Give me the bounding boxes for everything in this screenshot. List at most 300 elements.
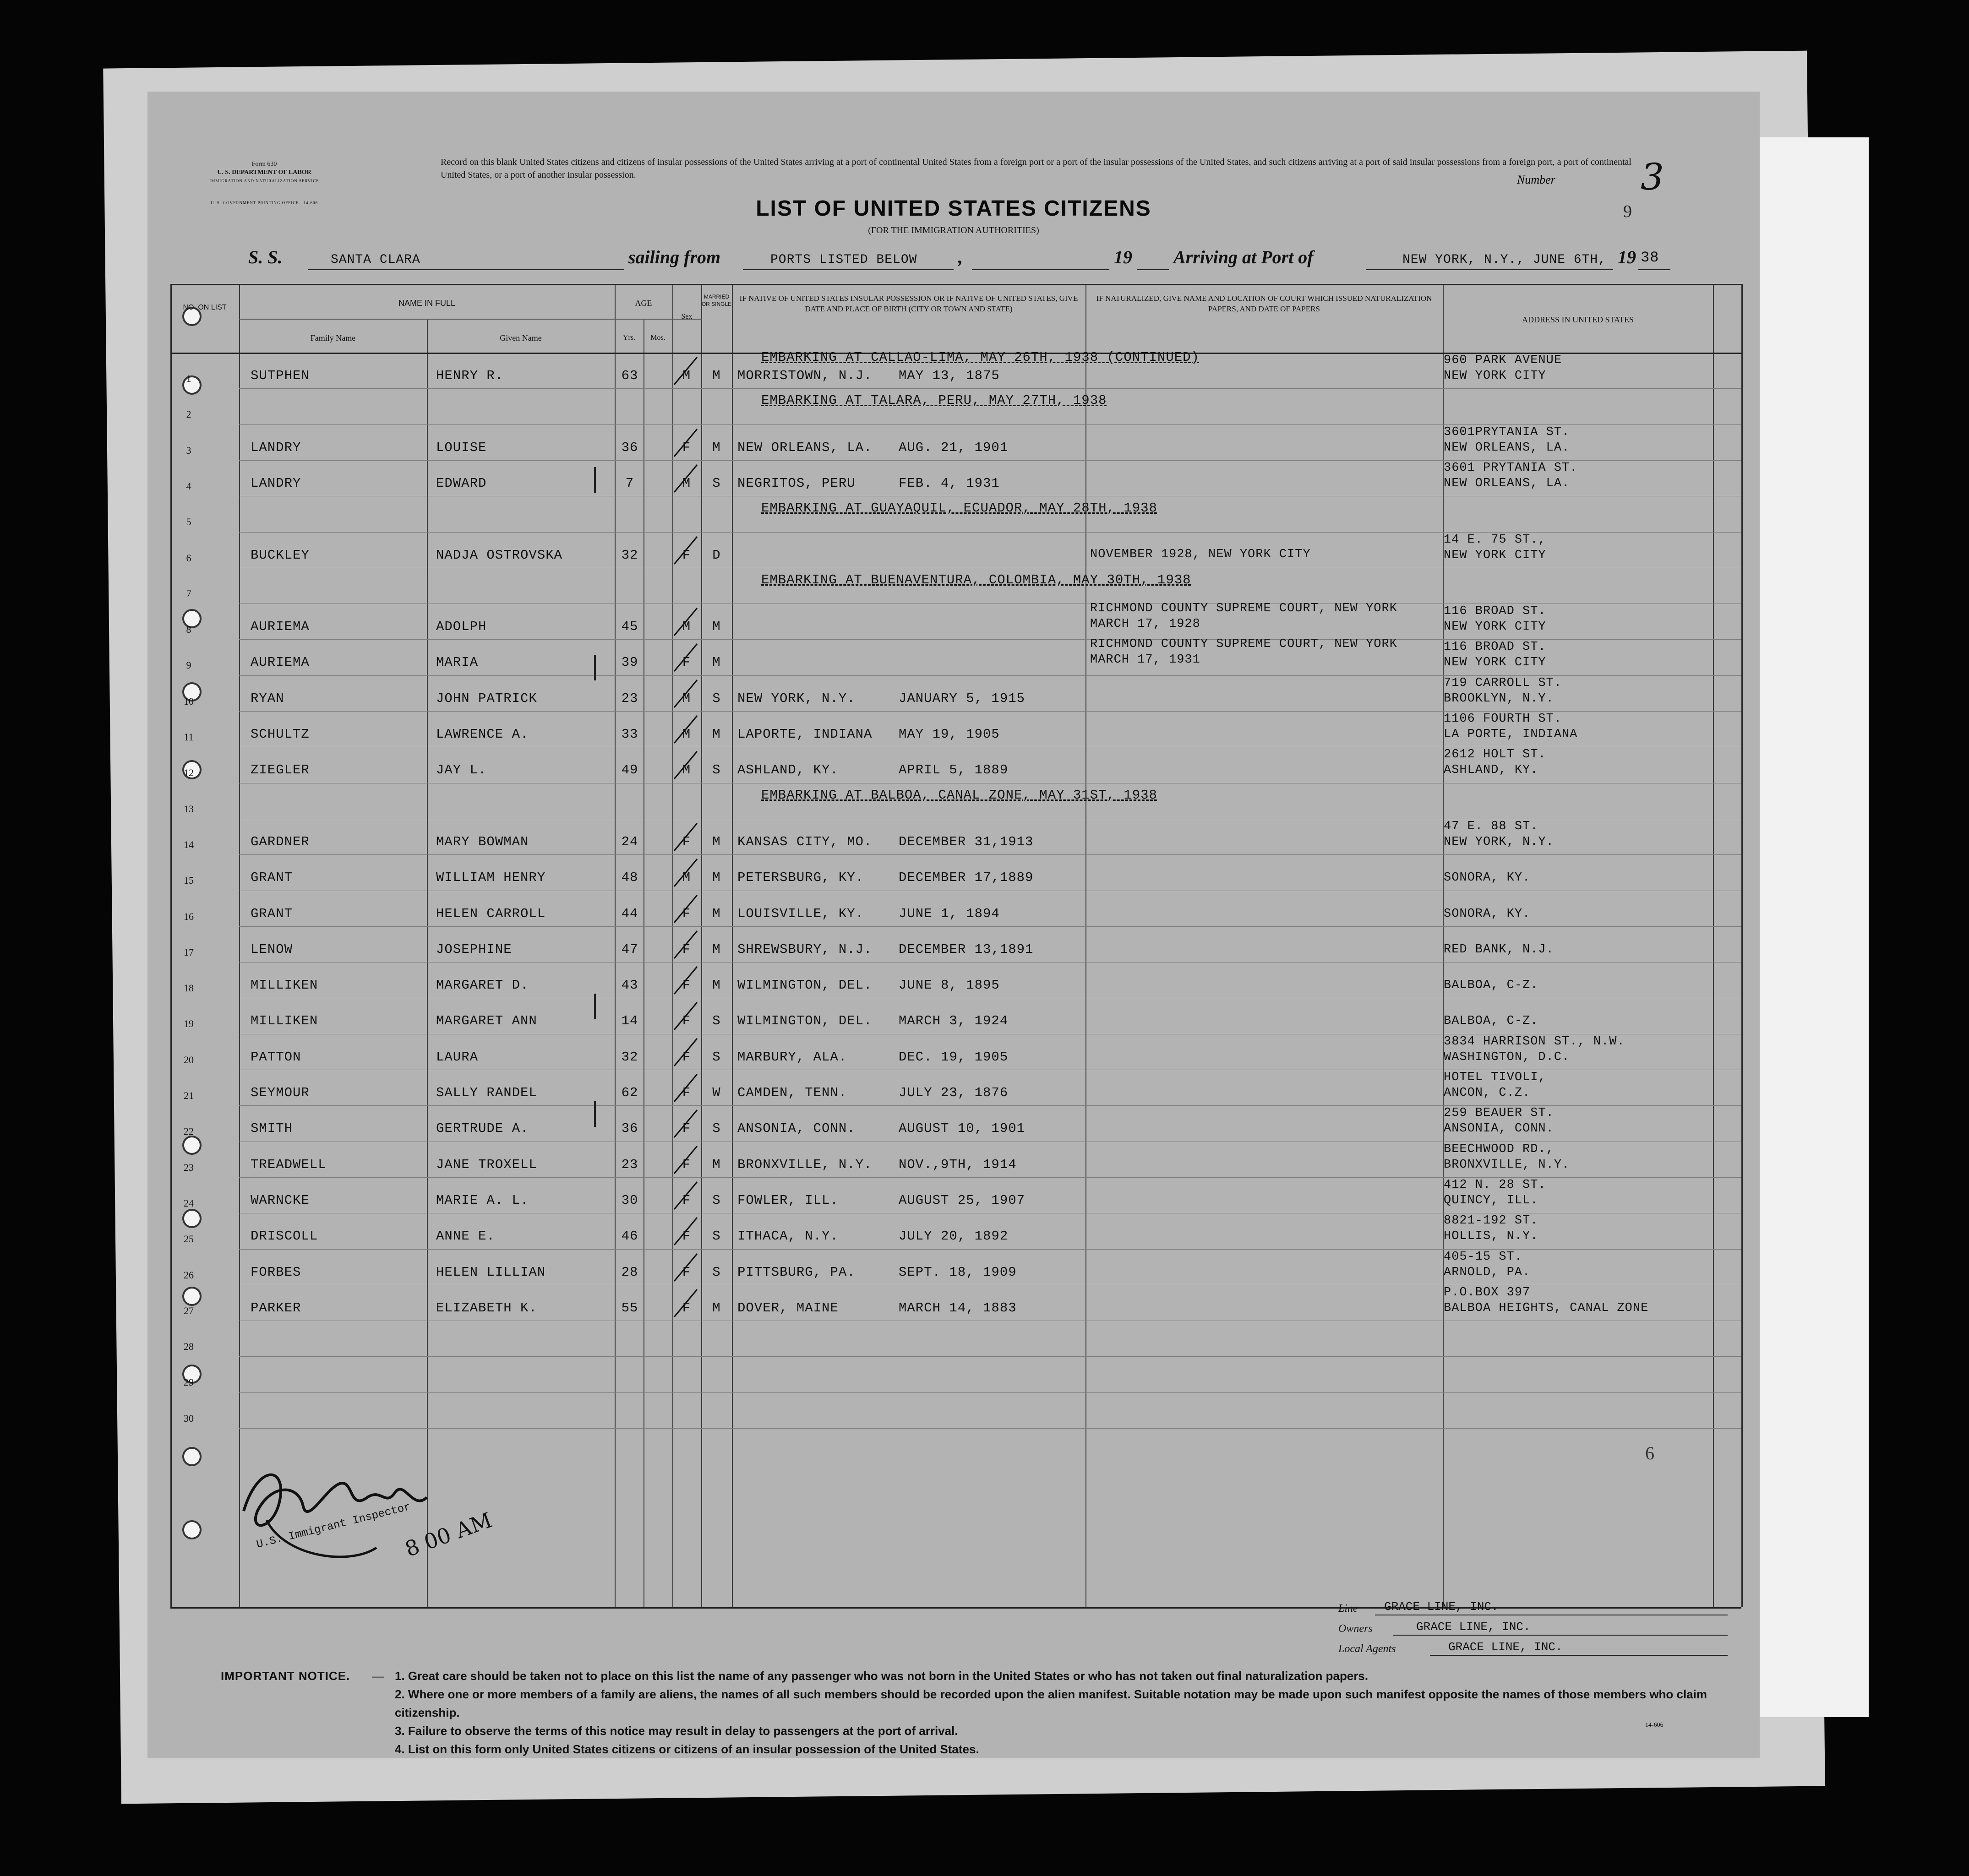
address-line-2: NEW YORK CITY [1444, 548, 1546, 562]
given-name: HENRY R. [436, 368, 504, 383]
address-line-2: ASHLAND, KY. [1444, 763, 1538, 778]
address-line-2: RED BANK, N.J. [1444, 942, 1554, 957]
address-line-2: LA PORTE, INDIANA [1444, 728, 1578, 741]
given-name: JOSEPHINE [436, 941, 512, 957]
naturalization-court: RICHMOND COUNTY SUPREME COURT, NEW YORK [1090, 602, 1397, 616]
page-mark: 6 [1645, 1443, 1654, 1463]
check-slash-mark [670, 426, 702, 458]
check-slash-mark [670, 1143, 702, 1175]
given-name: JOHN PATRICK [436, 691, 537, 706]
owners-label: Owners [1338, 1623, 1373, 1635]
arriving-port: NEW YORK, N.Y., JUNE 6TH, [1402, 253, 1607, 267]
sex: F [682, 547, 691, 563]
header-sex: Sex [681, 313, 693, 321]
age-years: 48 [621, 870, 638, 886]
birthplace: NEW YORK, N.Y. [737, 691, 856, 706]
printing-office: U. S. GOVERNMENT PRINTING OFFICE [210, 201, 299, 205]
arriving-year-prefix: 19 [1618, 247, 1636, 267]
family-name: SCHULTZ [251, 727, 310, 742]
birthplace: ITHACA, N.Y. [737, 1229, 839, 1244]
given-name: ADOLPH [436, 619, 487, 635]
birthdate: MAY 19, 1905 [899, 727, 1000, 742]
row-number: 17 [184, 946, 194, 958]
row-number: 14 [184, 838, 194, 850]
check-slash-mark [670, 605, 702, 637]
given-name: MARIE A. L. [436, 1192, 529, 1208]
row-number: 10 [184, 695, 194, 707]
check-slash-mark [670, 713, 702, 745]
birthplace: SHREWSBURY, N.J. [737, 941, 873, 957]
marital-status: M [712, 655, 721, 670]
check-slash-mark [670, 534, 702, 566]
row-number: 22 [184, 1126, 194, 1137]
marital-status: M [712, 1157, 721, 1172]
family-name: GRANT [251, 870, 293, 886]
birthplace: MARBURY, ALA. [737, 1049, 847, 1065]
important-notice: IMPORTANT NOTICE. — 1. Great care should be taken not to place on this list the name of any passenger who was not born in the United States or who has not taken out final naturalization papers. 2. Where one or more members of a family are aliens, the names of all such members should be recorded upon the alien manifest. Suitable notation may be made upon such manifest opposite the names of those members who claim citizenship. 3. Failure to observe the terms of this notice may result in delay to passengers at the port of arrival. 4. List on this form only United States citizens or citizens of an insular possession of the United States. [221, 1667, 1709, 1758]
owners-value: GRACE LINE, INC. [1416, 1620, 1531, 1634]
birthplace: KANSAS CITY, MO. [737, 834, 873, 849]
marital-status: S [712, 1121, 721, 1136]
header-name-in-full: NAME IN FULL [398, 299, 456, 308]
birthdate: APRIL 5, 1889 [899, 762, 1009, 778]
given-name: ANNE E. [436, 1229, 495, 1244]
local-agents-value: GRACE LINE, INC. [1448, 1640, 1563, 1654]
given-name: LAURA [436, 1049, 479, 1065]
row-number: 12 [184, 767, 194, 779]
row-number: 13 [184, 803, 194, 815]
birthdate: JULY 20, 1892 [899, 1229, 1009, 1244]
header-naturalized: IF NATURALIZED, GIVE NAME AND LOCATION OF COURT WHICH ISSUED NATURALIZATION PAPERS, AND DATE OF PAPERS [1096, 294, 1432, 313]
marital-status: S [712, 475, 721, 491]
sex: F [682, 1264, 691, 1280]
birthplace: LAPORTE, INDIANA [737, 727, 873, 742]
family-name: ZIEGLER [251, 762, 310, 778]
birthplace: WILMINGTON, DEL. [737, 978, 873, 993]
age-years: 23 [621, 691, 638, 706]
header-yrs: Yrs. [622, 334, 636, 342]
address-line-2: ARNOLD, PA. [1444, 1265, 1531, 1279]
family-name: FORBES [251, 1264, 301, 1280]
family-name: SUTPHEN [251, 368, 310, 383]
check-slash-mark [670, 354, 702, 386]
sex: F [682, 1229, 691, 1244]
given-name: EDWARD [436, 475, 487, 491]
address-line-2: BALBOA HEIGHTS, CANAL ZONE [1444, 1301, 1649, 1315]
family-name: MILLIKEN [251, 978, 318, 993]
age-years: 39 [621, 655, 638, 670]
age-years: 30 [621, 1192, 638, 1208]
given-name: LOUISE [436, 440, 487, 455]
line-label: Line [1338, 1603, 1358, 1615]
row-number: 3 [186, 444, 191, 456]
age-years: 49 [621, 762, 638, 778]
marital-status: S [712, 1049, 721, 1065]
row-number: 16 [184, 910, 194, 922]
sailing-from: PORTS LISTED BELOW [770, 253, 917, 267]
check-slash-mark [670, 1287, 702, 1319]
header-native: IF NATIVE OF UNITED STATES INSULAR POSSESSION OR IF NATIVE OF UNITED STATES, GIVE DATE AND PLACE OF BIRTH (CITY OR TOWN AND STATE) [739, 294, 1078, 313]
address-line-2: BALBOA, C-Z. [1444, 979, 1538, 993]
header-family-name: Family Name [310, 333, 356, 343]
ship-name: SANTA CLARA [331, 253, 420, 267]
age-years: 7 [625, 475, 634, 491]
birthdate: DECEMBER 31,1913 [899, 834, 1034, 849]
pencil-mark [594, 655, 596, 680]
header-mos: Mos. [650, 334, 665, 342]
address-line-1: P.O.BOX 397 [1444, 1285, 1531, 1300]
address-line-2: QUINCY, ILL. [1444, 1193, 1538, 1207]
age-years: 46 [621, 1229, 638, 1244]
age-years: 43 [621, 978, 638, 993]
row-number: 26 [184, 1269, 194, 1281]
address-line-1: 8821-192 ST. [1444, 1214, 1538, 1228]
birthdate: FEB. 4, 1931 [899, 475, 1000, 491]
sex: F [682, 1121, 691, 1136]
header-given-name: Given Name [500, 333, 542, 343]
embarkation-note: EMBARKING AT GUAYAQUIL, ECUADOR, MAY 28TH, 1938 [761, 500, 1157, 516]
notice-item-3: 3. Failure to observe the terms of this notice may result in delay to passengers at the port of arrival. [395, 1724, 958, 1738]
marital-status: M [712, 870, 721, 886]
corner-number: 9 [1623, 202, 1632, 221]
given-name: WILLIAM HENRY [436, 870, 546, 886]
check-slash-mark [670, 1071, 702, 1104]
marital-status: M [712, 727, 721, 742]
sex: F [682, 1300, 691, 1316]
marital-status: S [712, 1013, 721, 1029]
age-years: 24 [621, 834, 638, 849]
local-agents-label: Local Agents [1338, 1643, 1396, 1655]
instructions-text: Record on this blank United States citizens and citizens of insular possessions of the United States arriving at a port of continental United States from a foreign port or a port of the insular possessions of the United States, and such citizens arriving at a port of said insular possessions from a foreign port, a port of continental United States, or a port of another insular possession. [441, 157, 1631, 180]
header-age: AGE [635, 299, 652, 308]
birthdate: MARCH 3, 1924 [899, 1013, 1009, 1029]
check-slash-mark [670, 928, 702, 960]
check-slash-mark [670, 749, 702, 781]
address-line-1: 116 BROAD ST. [1444, 604, 1546, 619]
birthplace: PETERSBURG, KY. [737, 870, 864, 886]
sex: M [682, 691, 691, 706]
check-slash-mark [670, 1036, 702, 1068]
sex: M [682, 870, 691, 886]
header-married-single: MARRIED OR SINGLE [701, 294, 732, 307]
age-years: 33 [621, 727, 638, 742]
naturalization-court: RICHMOND COUNTY SUPREME COURT, NEW YORK [1090, 637, 1397, 652]
address-line-2: NEW ORLEANS, LA. [1444, 476, 1570, 490]
sex: M [682, 368, 691, 383]
row-number: 20 [184, 1054, 194, 1066]
given-name: LAWRENCE A. [436, 727, 529, 742]
page-subtitle: (FOR THE IMMIGRATION AUTHORITIES) [868, 225, 1039, 235]
marital-status: M [712, 1300, 721, 1316]
form-number: Form 630 [251, 161, 277, 168]
naturalization-court: NOVEMBER 1928, NEW YORK CITY [1090, 547, 1311, 561]
marital-status: M [712, 906, 721, 921]
check-slash-mark [670, 1251, 702, 1283]
marital-status: D [712, 547, 721, 563]
check-slash-mark [670, 1179, 702, 1211]
header-address: ADDRESS IN UNITED STATES [1522, 315, 1634, 324]
family-name: SEYMOUR [251, 1085, 310, 1100]
row-number: 29 [184, 1376, 194, 1388]
inspector-time: 8 00 AM [402, 1507, 496, 1562]
row-number: 2 [186, 408, 191, 420]
birthdate: DEC. 19, 1905 [899, 1049, 1009, 1065]
sex: F [682, 440, 691, 455]
sex: M [682, 762, 691, 778]
family-name: SMITH [251, 1121, 293, 1136]
birthdate: DECEMBER 17,1889 [899, 870, 1034, 886]
family-name: DRISCOLL [251, 1229, 318, 1244]
age-years: 62 [621, 1085, 638, 1100]
age-years: 28 [621, 1264, 638, 1280]
address-line-1: BEECHWOOD RD., [1444, 1142, 1554, 1156]
check-slash-mark [670, 892, 702, 924]
address-line-1: 719 CARROLL ST. [1444, 676, 1562, 690]
arriving-year-suffix: 38 [1641, 249, 1659, 266]
birthplace: DOVER, MAINE [737, 1300, 839, 1316]
pencil-mark [594, 994, 596, 1019]
notice-item-1: 1. Great care should be taken not to place on this list the name of any passenger who was not born in the United States or who has not taken out final naturalization papers. [395, 1669, 1369, 1683]
notice-heading: IMPORTANT NOTICE. [221, 1669, 350, 1683]
sex: F [682, 834, 691, 849]
check-slash-mark [670, 821, 702, 853]
check-slash-mark [670, 641, 702, 673]
birthdate: SEPT. 18, 1909 [899, 1264, 1017, 1280]
birthplace: ASHLAND, KY. [737, 762, 839, 778]
age-years: 32 [621, 547, 638, 563]
check-slash-mark [670, 462, 702, 494]
row-number: 1 [186, 373, 191, 384]
birthdate: JULY 23, 1876 [899, 1085, 1009, 1100]
family-name: AURIEMA [251, 619, 310, 635]
given-name: SALLY RANDEL [436, 1085, 537, 1100]
family-name: GARDNER [251, 834, 310, 849]
given-name: HELEN LILLIAN [436, 1264, 546, 1280]
family-name: PARKER [251, 1300, 301, 1316]
marital-status: M [712, 619, 721, 635]
check-slash-mark [670, 1107, 702, 1139]
sex: M [682, 619, 691, 635]
address-line-2: HOLLIS, N.Y. [1444, 1229, 1538, 1244]
family-name: LANDRY [251, 475, 301, 491]
marital-status: S [712, 691, 721, 706]
ss-label: S. S. [248, 247, 283, 267]
age-years: 14 [621, 1013, 638, 1029]
address-line-2: NEW YORK CITY [1444, 620, 1546, 634]
address-line-1: 14 E. 75 ST., [1444, 533, 1546, 547]
marital-status: M [712, 978, 721, 993]
row-number: 27 [184, 1305, 194, 1316]
check-slash-mark [670, 964, 702, 996]
marital-status: M [712, 440, 721, 455]
embarkation-note: EMBARKING AT BUENAVENTURA, COLOMBIA, MAY 30TH, 1938 [761, 572, 1191, 587]
family-name: BUCKLEY [251, 547, 310, 563]
sex: F [682, 906, 691, 921]
embarkation-note: EMBARKING AT CALLAO-LIMA, MAY 26TH, 1938 (CONTINUED) [761, 350, 1200, 365]
naturalization-date: MARCH 17, 1931 [1090, 653, 1200, 667]
service-name: IMMIGRATION AND NATURALIZATION SERVICE [209, 179, 319, 183]
address-line-1: 116 BROAD ST. [1444, 640, 1546, 654]
age-years: 44 [621, 906, 638, 921]
family-name: MILLIKEN [251, 1013, 318, 1029]
age-years: 63 [621, 368, 638, 383]
birthdate: MARCH 14, 1883 [899, 1300, 1017, 1316]
row-number: 11 [184, 731, 194, 743]
sex: M [682, 727, 691, 742]
family-name: GRANT [251, 906, 293, 921]
birthplace: LOUISVILLE, KY. [737, 906, 864, 921]
birthplace: ANSONIA, CONN. [737, 1121, 856, 1136]
address-line-2: NEW YORK CITY [1444, 656, 1546, 670]
address-line-1: 412 N. 28 ST. [1444, 1178, 1546, 1192]
given-name: MARIA [436, 655, 479, 670]
row-number: 18 [184, 982, 194, 994]
row-number: 19 [184, 1018, 194, 1030]
birthdate: DECEMBER 13,1891 [899, 941, 1034, 957]
sex: F [682, 1085, 691, 1100]
birthdate: AUG. 21, 1901 [899, 440, 1009, 455]
inspector-stamp: U.S. Immigrant Inspector [255, 1501, 412, 1551]
birthplace: NEGRITOS, PERU [737, 475, 856, 491]
given-name: HELEN CARROLL [436, 906, 546, 921]
manifest-page [147, 92, 1760, 1758]
age-years: 47 [621, 941, 638, 957]
address-line-1: 960 PARK AVENUE [1444, 353, 1562, 367]
sex: M [682, 475, 691, 491]
address-line-1: 3601PRYTANIA ST. [1444, 425, 1570, 439]
address-line-2: NEW YORK, N.Y. [1444, 835, 1554, 849]
address-line-2: SONORA, KY. [1444, 871, 1531, 885]
header-no-on-list: NO. ON LIST [183, 304, 227, 311]
marital-status: S [712, 762, 721, 778]
address-line-1: 3601 PRYTANIA ST. [1444, 461, 1578, 475]
marital-status: S [712, 1264, 721, 1280]
birthdate: MAY 13, 1875 [899, 368, 1000, 383]
row-number: 9 [186, 659, 191, 671]
birthdate: JANUARY 5, 1915 [899, 691, 1025, 706]
birthplace: BRONXVILLE, N.Y. [737, 1157, 873, 1172]
ship-info-line: S. S. SANTA CLARA sailing from PORTS LISTED BELOW , 19 Arriving at Port of NEW YORK, N.Y., JUNE 6TH, 19 38 [248, 246, 1714, 274]
address-line-2: NEW ORLEANS, LA. [1444, 440, 1570, 455]
address-line-1: 259 BEAUER ST. [1444, 1106, 1554, 1120]
family-name: LENOW [251, 941, 293, 957]
page-title: LIST OF UNITED STATES CITIZENS [756, 196, 1151, 221]
line-agents-block [1338, 1600, 1751, 1663]
given-name: NADJA OSTROVSKA [436, 547, 563, 563]
birthplace: FOWLER, ILL. [737, 1192, 839, 1208]
family-name: LANDRY [251, 440, 301, 455]
address-line-2: WASHINGTON, D.C. [1444, 1050, 1570, 1064]
birthplace: PITTSBURG, PA. [737, 1264, 856, 1280]
given-name: MARGARET D. [436, 978, 529, 993]
number-label: Number [1517, 173, 1555, 186]
sex: F [682, 655, 691, 670]
marital-status: M [712, 941, 721, 957]
sex: F [682, 1013, 691, 1029]
inspector-signature [230, 1456, 496, 1575]
row-number: 24 [184, 1197, 194, 1209]
birthdate: NOV.,9TH, 1914 [899, 1157, 1017, 1172]
line-value: GRACE LINE, INC. [1384, 1600, 1499, 1614]
year-prefix: 19 [1114, 247, 1132, 267]
row-number: 8 [186, 624, 191, 636]
notice-item-2: 2. Where one or more members of a family are aliens, the names of all such members should be recorded upon the alien manifest. Suitable notation may be made upon such manifest opposite the names of those members who claim citizenship. [395, 1687, 1707, 1719]
birthdate: JUNE 8, 1895 [899, 978, 1000, 993]
address-line-2: BROOKLYN, N.Y. [1444, 691, 1554, 706]
row-number: 30 [184, 1412, 194, 1424]
address-line-1: 47 E. 88 ST. [1444, 819, 1538, 833]
age-years: 45 [621, 619, 638, 635]
marital-status: W [712, 1085, 721, 1100]
embarkation-note: EMBARKING AT BALBOA, CANAL ZONE, MAY 31ST, 1938 [761, 787, 1157, 803]
address-line-1: 1106 FOURTH ST. [1444, 712, 1562, 726]
check-slash-mark [670, 856, 702, 888]
address-line-2: BRONXVILLE, N.Y. [1444, 1158, 1570, 1172]
family-name: RYAN [251, 691, 284, 706]
row-number: 6 [186, 552, 191, 564]
department-name: U. S. DEPARTMENT OF LABOR [217, 169, 311, 176]
check-slash-mark [670, 677, 702, 709]
sailing-from-label: sailing from [628, 247, 721, 267]
notice-item-4: 4. List on this form only United States citizens or citizens of an insular possession of the United States. [395, 1742, 979, 1756]
address-line-1: 405-15 ST. [1444, 1250, 1523, 1264]
given-name: MARGARET ANN [436, 1013, 537, 1029]
given-name: MARY BOWMAN [436, 834, 529, 849]
check-slash-mark [670, 1000, 702, 1032]
marital-status: S [712, 1229, 721, 1244]
check-slash-mark [670, 1215, 702, 1247]
row-number: 28 [184, 1341, 194, 1353]
naturalization-date: MARCH 17, 1928 [1090, 617, 1200, 631]
given-name: GERTRUDE A. [436, 1121, 529, 1136]
pencil-mark [594, 467, 596, 493]
age-years: 32 [621, 1049, 638, 1065]
sex: F [682, 1049, 691, 1065]
sex: F [682, 978, 691, 993]
age-years: 55 [621, 1300, 638, 1316]
birthdate: AUGUST 25, 1907 [899, 1192, 1025, 1208]
family-name: PATTON [251, 1049, 301, 1065]
birthdate: JUNE 1, 1894 [899, 906, 1000, 921]
age-years: 36 [621, 440, 638, 455]
birthplace: NEW ORLEANS, LA. [737, 440, 873, 455]
arriving-label: Arriving at Port of [1173, 247, 1314, 267]
marital-status: S [712, 1192, 721, 1208]
birthdate: AUGUST 10, 1901 [899, 1121, 1025, 1136]
address-line-2: BALBOA, C-Z. [1444, 1014, 1538, 1028]
family-name: WARNCKE [251, 1192, 310, 1208]
sex: F [682, 1192, 691, 1208]
address-line-2: ANSONIA, CONN. [1444, 1122, 1554, 1136]
sex: F [682, 941, 691, 957]
row-number: 5 [186, 516, 191, 528]
row-number: 25 [184, 1233, 194, 1245]
row-number: 7 [186, 587, 191, 599]
pencil-mark [594, 1101, 596, 1127]
row-number: 4 [186, 480, 191, 492]
row-number: 23 [184, 1161, 194, 1173]
birthplace: WILMINGTON, DEL. [737, 1013, 873, 1029]
address-line-1: HOTEL TIVOLI, [1444, 1071, 1546, 1084]
address-line-1: 2612 HOLT ST. [1444, 748, 1546, 762]
given-name: ELIZABETH K. [436, 1300, 537, 1316]
sex: F [682, 1157, 691, 1172]
passenger-table [170, 284, 1741, 1612]
row-number: 21 [184, 1090, 194, 1101]
marital-status: M [712, 368, 721, 383]
birthplace: CAMDEN, TENN. [737, 1085, 847, 1100]
address-line-2: ANCON, C.Z. [1444, 1086, 1531, 1100]
